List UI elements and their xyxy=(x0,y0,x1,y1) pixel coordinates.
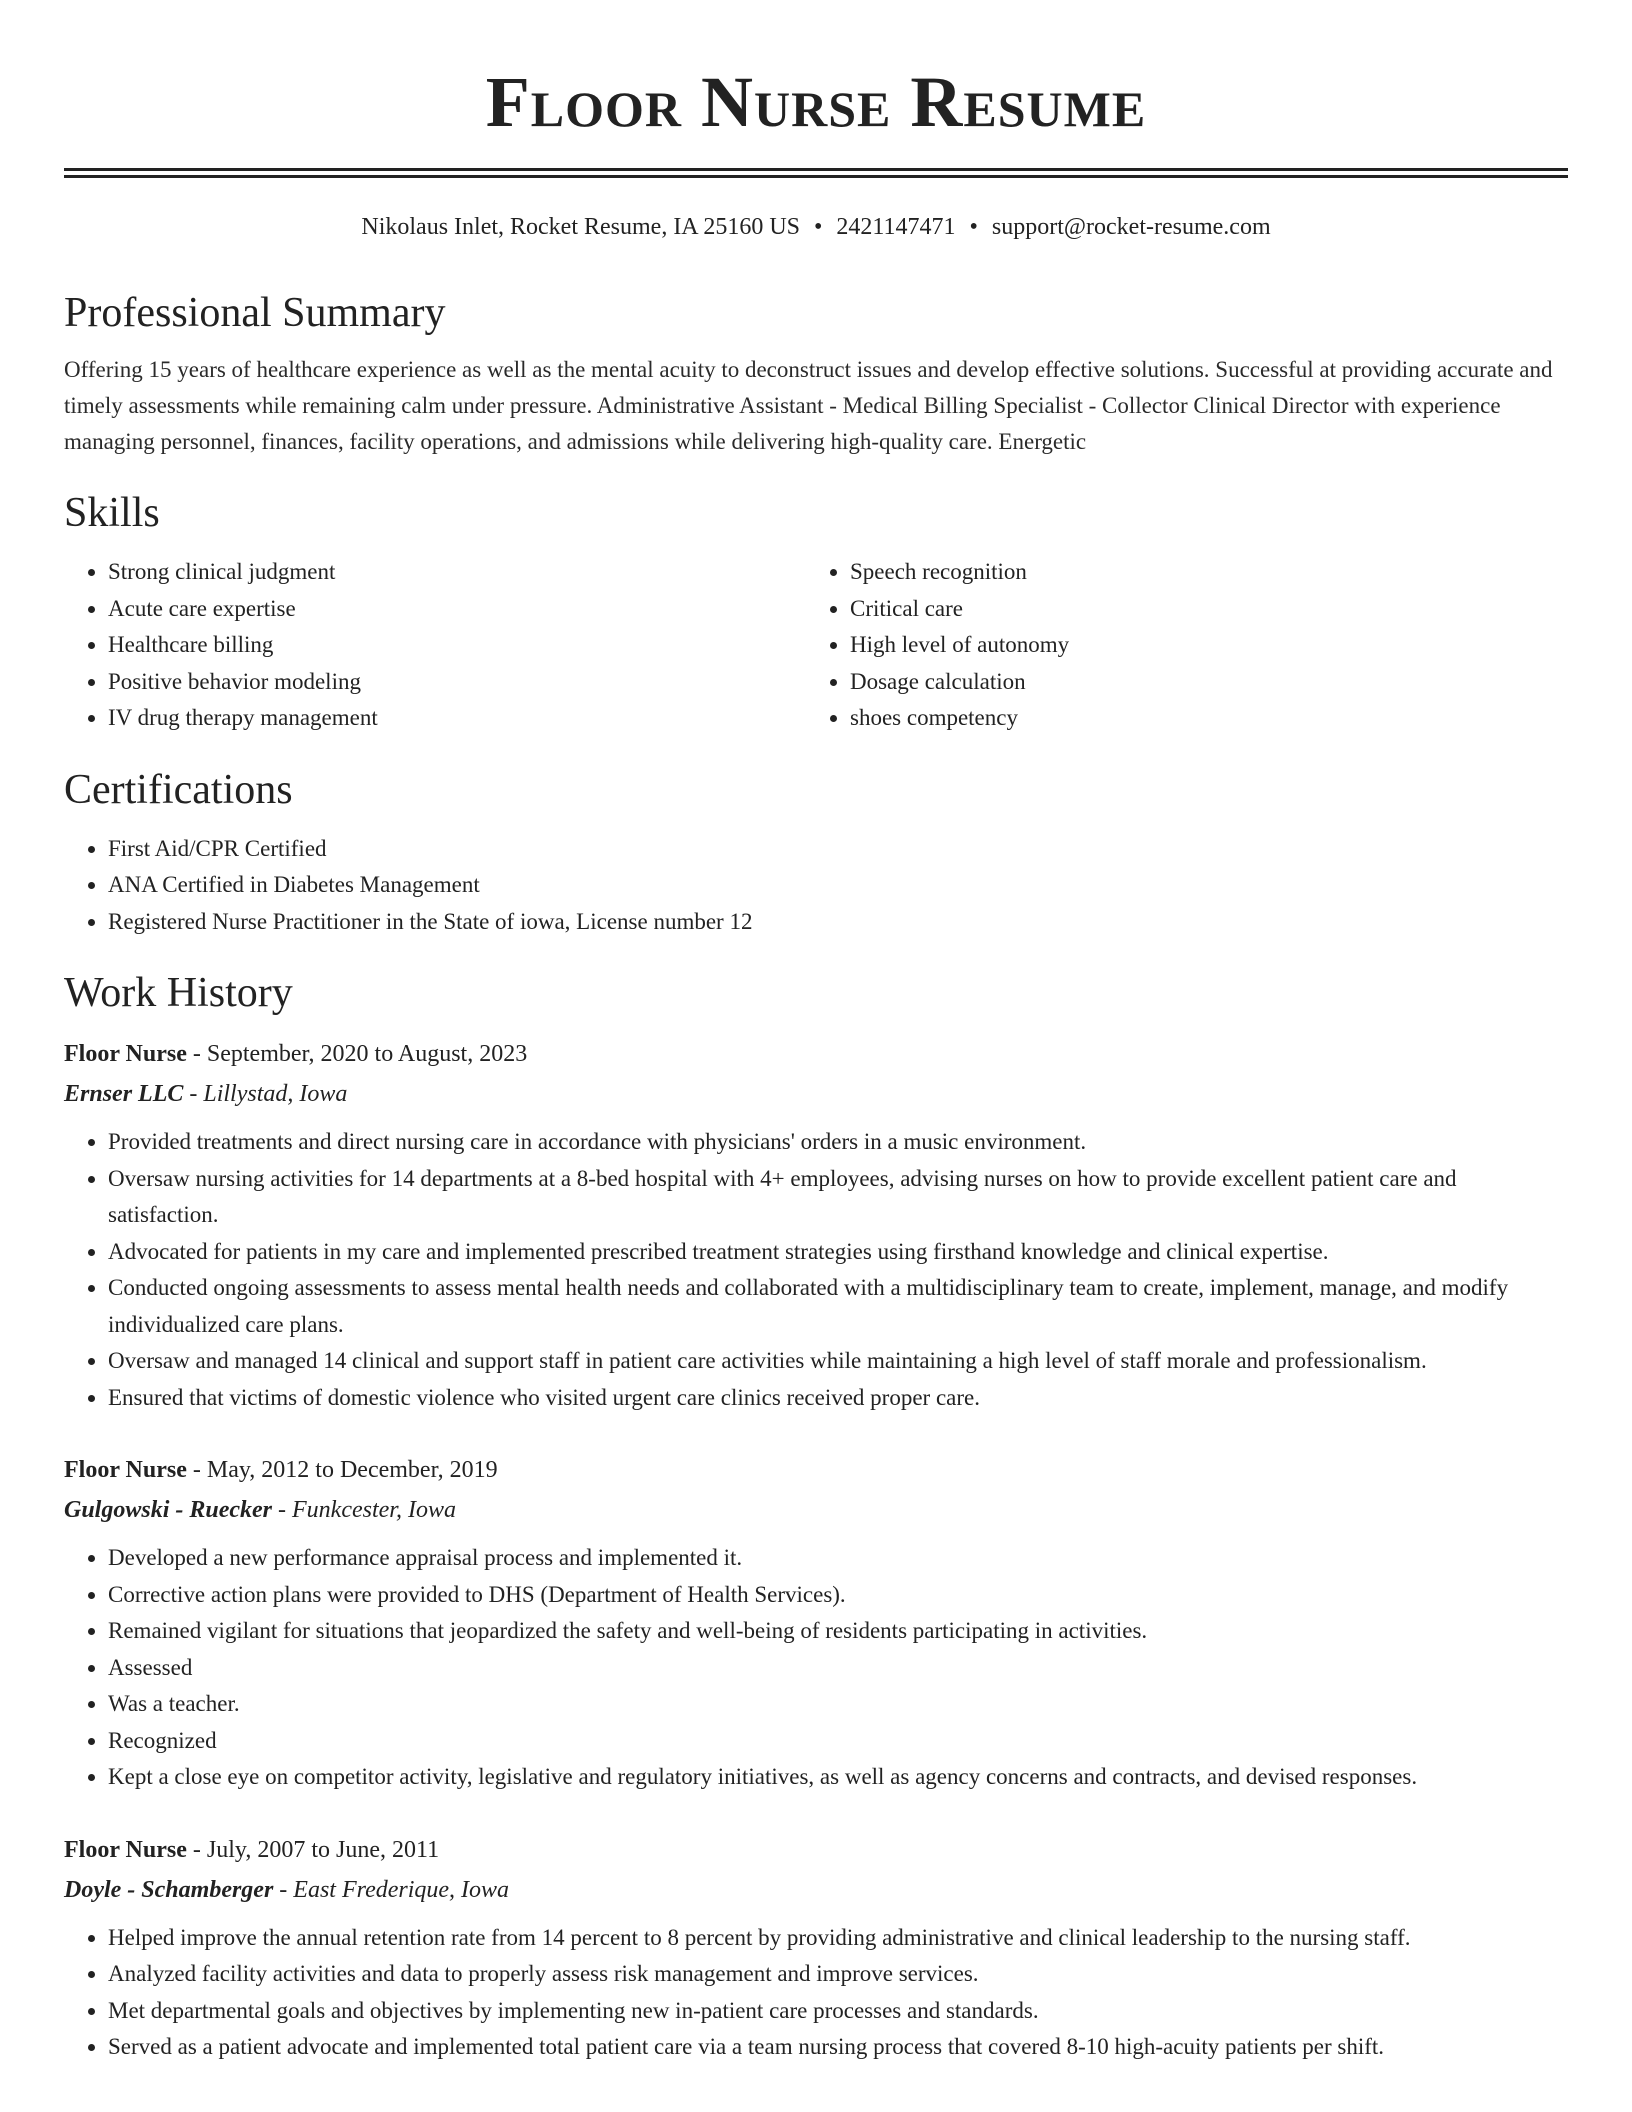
list-item: • Met departmental goals and objectives by implementing new in-patient care processes and standards. xyxy=(108,1993,1568,2030)
list-item: • Advocated for patients in my care and implemented prescribed treatment strategies using firsthand knowledge and clinical expertise. xyxy=(108,1234,1568,1271)
skills-grid xyxy=(64,554,1568,737)
professional-summary-section xyxy=(64,288,1568,460)
contact-address: Nikolaus Inlet, Rocket Resume, IA 25160 US xyxy=(361,214,800,240)
contact-email: support@rocket-resume.com xyxy=(991,214,1271,240)
skills-list-left xyxy=(64,554,806,737)
list-item: • Helped improve the annual retention rate from 14 percent to 8 percent by providing administrative and clinical leadership to the nursing staff. xyxy=(108,1920,1568,1957)
job-location: - Funkcester, Iowa xyxy=(272,1497,456,1523)
list-item: • Was a teacher. xyxy=(108,1686,1568,1723)
job-company: Doyle - Schamberger xyxy=(64,1876,274,1903)
title-double-rule xyxy=(64,168,1568,178)
skills-section xyxy=(64,488,1568,737)
list-item: • Conducted ongoing assessments to assess mental health needs and collaborated with a multidisciplinary team to create, implement, manage, and modify individualized care plans. xyxy=(108,1270,1568,1343)
contact-line xyxy=(64,212,1568,242)
list-item: • Strong clinical judgment xyxy=(108,554,806,591)
skills-list-right xyxy=(806,554,1548,737)
job-dates: - September, 2020 to August, 2023 xyxy=(186,1041,528,1067)
skills-column-left xyxy=(64,554,806,737)
list-item: • Positive behavior modeling xyxy=(108,664,806,701)
resume-title: Floor Nurse Resume xyxy=(485,62,1147,142)
certifications-heading: Certifications xyxy=(64,766,293,813)
list-item: • Dosage calculation xyxy=(850,664,1548,701)
job-entry xyxy=(64,1830,1568,2066)
job-company-line xyxy=(64,1490,1568,1530)
job-title-line xyxy=(64,1450,1568,1490)
job-role: Floor Nurse xyxy=(64,1836,187,1863)
job-dates: - May, 2012 to December, 2019 xyxy=(186,1457,498,1483)
list-item: • Corrective action plans were provided to DHS (Department of Health Services). xyxy=(108,1577,1568,1614)
contact-phone: 2421147471 xyxy=(836,214,956,240)
job-company-line xyxy=(64,1074,1568,1114)
list-item: • High level of autonomy xyxy=(850,627,1548,664)
list-item: • Critical care xyxy=(850,591,1548,628)
summary-heading: Professional Summary xyxy=(64,290,446,336)
list-item: • shoes competency xyxy=(850,700,1548,737)
job-entry xyxy=(64,1450,1568,1796)
list-item: • Healthcare billing xyxy=(108,627,806,664)
list-item: • Acute care expertise xyxy=(108,591,806,628)
list-item: • Served as a patient advocate and implemented total patient care via a team nursing process that covered 8-10 high-acuity patients per shift. xyxy=(108,2029,1568,2066)
job-entry xyxy=(64,1034,1568,1416)
list-item: • Speech recognition xyxy=(850,554,1548,591)
job-company: Ernser LLC xyxy=(64,1081,184,1107)
list-item: • Kept a close eye on competitor activity, legislative and regulatory initiatives, as well as agency concerns and contracts, and devised responses. xyxy=(108,1759,1568,1796)
list-item: • ANA Certified in Diabetes Management xyxy=(108,867,1568,904)
list-item: • Oversaw and managed 14 clinical and support staff in patient care activities while maintaining a high level of staff morale and professionalism. xyxy=(108,1343,1568,1380)
list-item: • Analyzed facility activities and data to properly assess risk management and improve services. xyxy=(108,1956,1568,1993)
job-dates: - July, 2007 to June, 2011 xyxy=(186,1836,440,1863)
job-duties-list xyxy=(64,1540,1568,1796)
list-item: • Recognized xyxy=(108,1723,1568,1760)
work-history-heading: Work History xyxy=(64,970,293,1016)
job-company: Gulgowski - Ruecker xyxy=(64,1497,273,1523)
skills-column-right xyxy=(806,554,1548,737)
list-item: • Assessed xyxy=(108,1650,1568,1687)
skills-heading: Skills xyxy=(64,490,160,536)
contact-separator: • xyxy=(969,214,978,240)
contact-separator: • xyxy=(814,214,823,240)
job-duties-list xyxy=(64,1124,1568,1416)
list-item: • Provided treatments and direct nursing care in accordance with physicians' orders in a music environment. xyxy=(108,1124,1568,1161)
summary-text: Offering 15 years of healthcare experience as well as the mental acuity to deconstruct issues and develop effective solutions. Successful at providing accurate and timely assessments while remaining calm under pressure. Administrative Assistant - Medical Billing Specialist - Collector Clinical Director with experience managing personnel, finances, facility operations, and admissions while delivering high-quality care. Energetic xyxy=(64,357,1553,454)
list-item: • First Aid/CPR Certified xyxy=(108,831,1568,868)
job-company-line xyxy=(64,1870,1568,1910)
list-item: • Registered Nurse Practitioner in the State of iowa, License number 12 xyxy=(108,904,1568,941)
list-item: • IV drug therapy management xyxy=(108,700,806,737)
certifications-list xyxy=(64,831,1568,941)
job-duties-list xyxy=(64,1920,1568,2066)
list-item: • Oversaw nursing activities for 14 departments at a 8-bed hospital with 4+ employees, advising nurses on how to provide excellent patient care and satisfaction. xyxy=(108,1161,1568,1234)
list-item: • Developed a new performance appraisal process and implemented it. xyxy=(108,1540,1568,1577)
list-item: • Ensured that victims of domestic violence who visited urgent care clinics received proper care. xyxy=(108,1380,1568,1417)
job-role: Floor Nurse xyxy=(64,1041,187,1067)
certifications-section xyxy=(64,765,1568,941)
work-history-section xyxy=(64,968,1568,2066)
job-title-line xyxy=(64,1830,1568,1870)
list-item: • Remained vigilant for situations that jeopardized the safety and well-being of residents participating in activities. xyxy=(108,1613,1568,1650)
job-role: Floor Nurse xyxy=(64,1457,187,1483)
job-location: - East Frederique, Iowa xyxy=(273,1876,510,1903)
job-location: - Lillystad, Iowa xyxy=(183,1081,348,1107)
job-title-line xyxy=(64,1034,1568,1074)
